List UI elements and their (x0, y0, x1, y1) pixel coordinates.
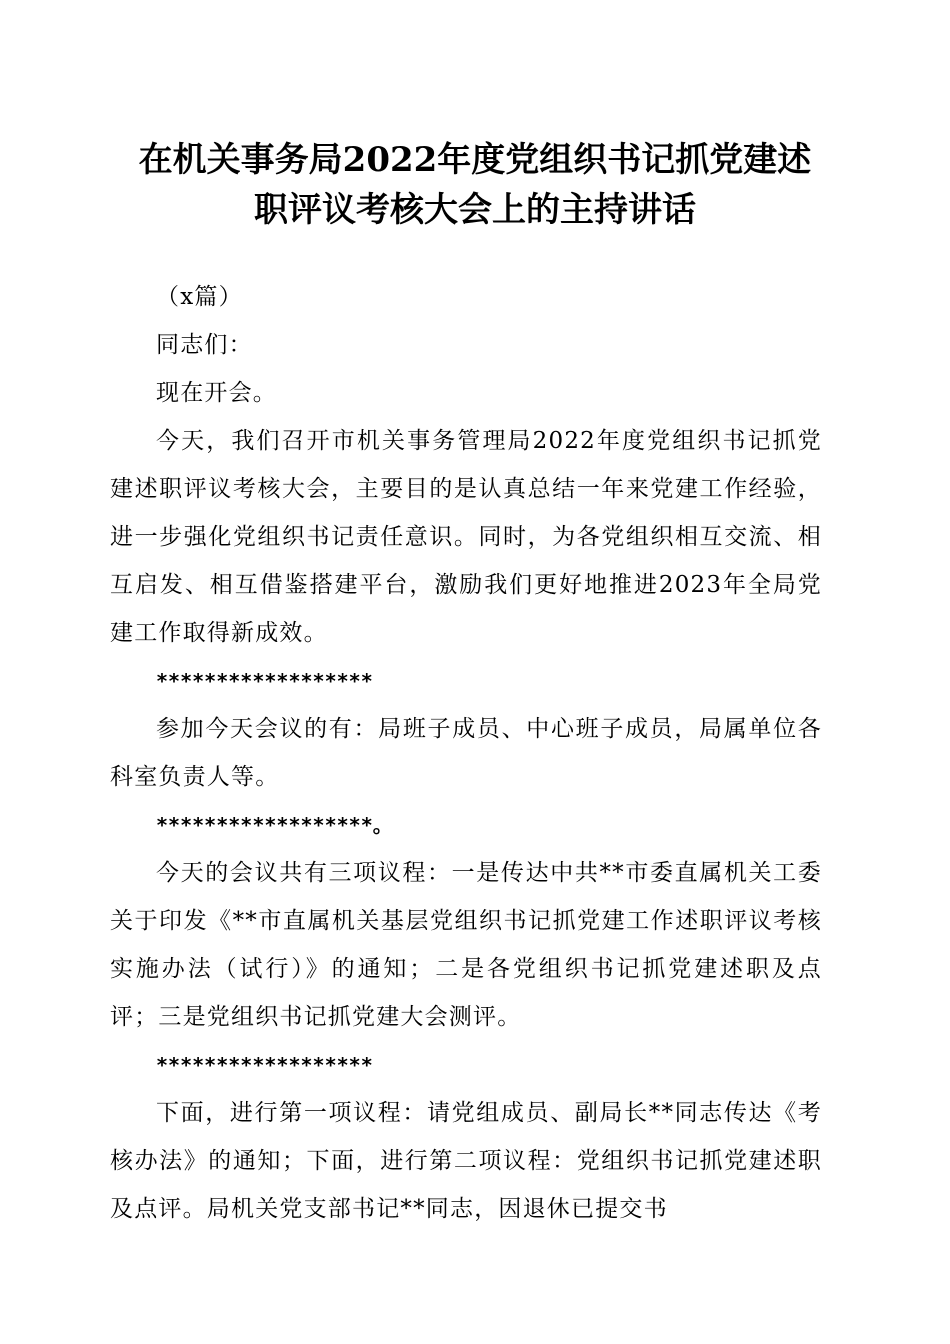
paragraph-attendees: 参加今天会议的有：局班子成员、中心班子成员，局属单位各科室负责人等。 (110, 716, 822, 790)
document-body (110, 273, 822, 1233)
paragraph-salutation: 同志们： (156, 332, 253, 358)
title-line-2: 职评议考核大会上的主持讲话 (254, 190, 696, 230)
paragraph-note: （x篇） (156, 284, 243, 310)
redacted-line: ****************** (156, 1053, 373, 1077)
paragraph-agenda: 今天的会议共有三项议程：一是传达中共**市委直属机关工委关于印发《**市直属机关基层党组织书记抓党建工作述职评议考核实施办法（试行）》的通知；二是各党组织书记抓党建述职及点评；三是党组织书记抓党建大会测评。 (110, 860, 822, 1030)
paragraph-opening: 现在开会。 (156, 380, 277, 406)
title-line-1: 在机关事务局2022年度党组织书记抓党建述 (138, 140, 812, 180)
redacted-line: ******************。 (156, 813, 393, 837)
document-title (110, 135, 840, 235)
redacted-line: ****************** (156, 669, 373, 693)
paragraph-purpose: 今天，我们召开市机关事务管理局2022年度党组织书记抓党建述职评议考核大会，主要目的是认真总结一年来党建工作经验，进一步强化党组织书记责任意识。同时，为各党组织相互交流、相互启发、相互借鉴搭建平台，激励我们更好地推进2023年全局党建工作取得新成效。 (110, 428, 822, 646)
paragraph-proceedings: 下面，进行第一项议程：请党组成员、副局长**同志传达《考核办法》的通知；下面，进行第二项议程：党组织书记抓党建述职及点评。局机关党支部书记**同志，因退休已提交书 (110, 1100, 822, 1222)
